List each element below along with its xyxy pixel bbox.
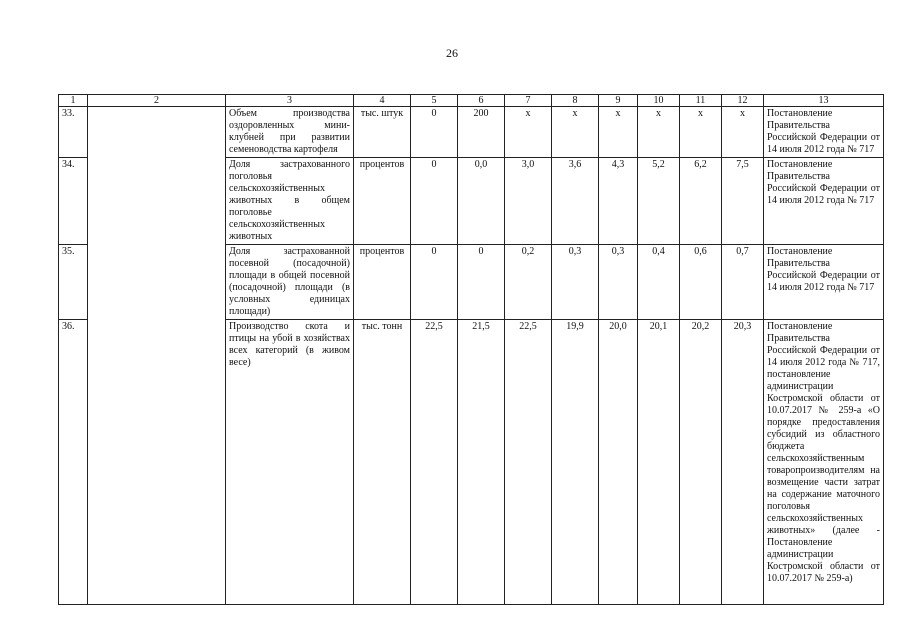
column-number: 4: [354, 95, 411, 107]
value-cell: 20,1: [638, 320, 680, 605]
legal-source: Постановление Правительства Российской Федерации от 14 июля 2012 года № 717: [764, 107, 884, 158]
value-cell: 0,4: [638, 245, 680, 320]
unit: процентов: [354, 158, 411, 245]
column-number: 13: [764, 95, 884, 107]
column-number: 10: [638, 95, 680, 107]
row-number: 35.: [59, 245, 88, 320]
column-number-row: [59, 95, 884, 107]
column-number: 9: [599, 95, 638, 107]
column-number: 6: [458, 95, 505, 107]
row-number: 34.: [59, 158, 88, 245]
value-cell: x: [552, 107, 599, 158]
unit: процентов: [354, 245, 411, 320]
merged-empty-cell: [88, 107, 226, 605]
value-cell: 7,5: [722, 158, 764, 245]
value-cell: 0,3: [599, 245, 638, 320]
value-cell: 0,3: [552, 245, 599, 320]
column-number: 1: [59, 95, 88, 107]
legal-source: Постановление Правительства Российской Федерации от 14 июля 2012 года № 717: [764, 245, 884, 320]
column-number: 7: [505, 95, 552, 107]
indicator-name: Производство скота и птицы на убой в хозяйствах всех категорий (в живом весе): [226, 320, 354, 605]
value-cell: 4,3: [599, 158, 638, 245]
value-cell: x: [722, 107, 764, 158]
value-cell: x: [599, 107, 638, 158]
value-cell: 0: [411, 245, 458, 320]
value-cell: x: [505, 107, 552, 158]
value-cell: 21,5: [458, 320, 505, 605]
value-cell: 0,6: [680, 245, 722, 320]
legal-source: Постановление Правительства Российской Федерации от 14 июля 2012 года № 717, постановление администрации Костромской области от 10.07.2017 № 259-а «О порядке предоставления субсидий из областного бюджета сельскохозяйственным товаропроизводителям на возмещение части затрат на содержание маточного поголовья сельскохозяйственных животных» (далее - Постановление администрации Костромской области от 10.07.2017 № 259-а): [764, 320, 884, 605]
value-cell: 5,2: [638, 158, 680, 245]
value-cell: 0,0: [458, 158, 505, 245]
value-cell: 0,2: [505, 245, 552, 320]
value-cell: 0: [458, 245, 505, 320]
indicators-table: [58, 94, 884, 605]
column-number: 8: [552, 95, 599, 107]
value-cell: 0: [411, 158, 458, 245]
legal-source: Постановление Правительства Российской Федерации от 14 июля 2012 года № 717: [764, 158, 884, 245]
value-cell: 200: [458, 107, 505, 158]
value-cell: 3,0: [505, 158, 552, 245]
column-number: 2: [88, 95, 226, 107]
row-number: 33.: [59, 107, 88, 158]
value-cell: 20,0: [599, 320, 638, 605]
column-number: 3: [226, 95, 354, 107]
value-cell: 19,9: [552, 320, 599, 605]
value-cell: x: [680, 107, 722, 158]
value-cell: 22,5: [411, 320, 458, 605]
indicator-name: Объем производства оздоровленных мини-клубней при развитии семеноводства картофеля: [226, 107, 354, 158]
unit: тыс. тонн: [354, 320, 411, 605]
column-number: 5: [411, 95, 458, 107]
value-cell: 20,3: [722, 320, 764, 605]
value-cell: 3,6: [552, 158, 599, 245]
row-number: 36.: [59, 320, 88, 605]
indicator-name: Доля застрахованного поголовья сельскохозяйственных животных в общем поголовье сельскохозяйственных животных: [226, 158, 354, 245]
column-number: 11: [680, 95, 722, 107]
value-cell: 0,7: [722, 245, 764, 320]
value-cell: x: [638, 107, 680, 158]
page-number: 26: [446, 46, 458, 60]
value-cell: 20,2: [680, 320, 722, 605]
unit: тыс. штук: [354, 107, 411, 158]
value-cell: 22,5: [505, 320, 552, 605]
indicator-name: Доля застрахованной посевной (посадочной) площади в общей посевной (посадочной) площади (в условных единицах площади): [226, 245, 354, 320]
value-cell: 6,2: [680, 158, 722, 245]
table-row: [59, 107, 884, 158]
column-number: 12: [722, 95, 764, 107]
value-cell: 0: [411, 107, 458, 158]
